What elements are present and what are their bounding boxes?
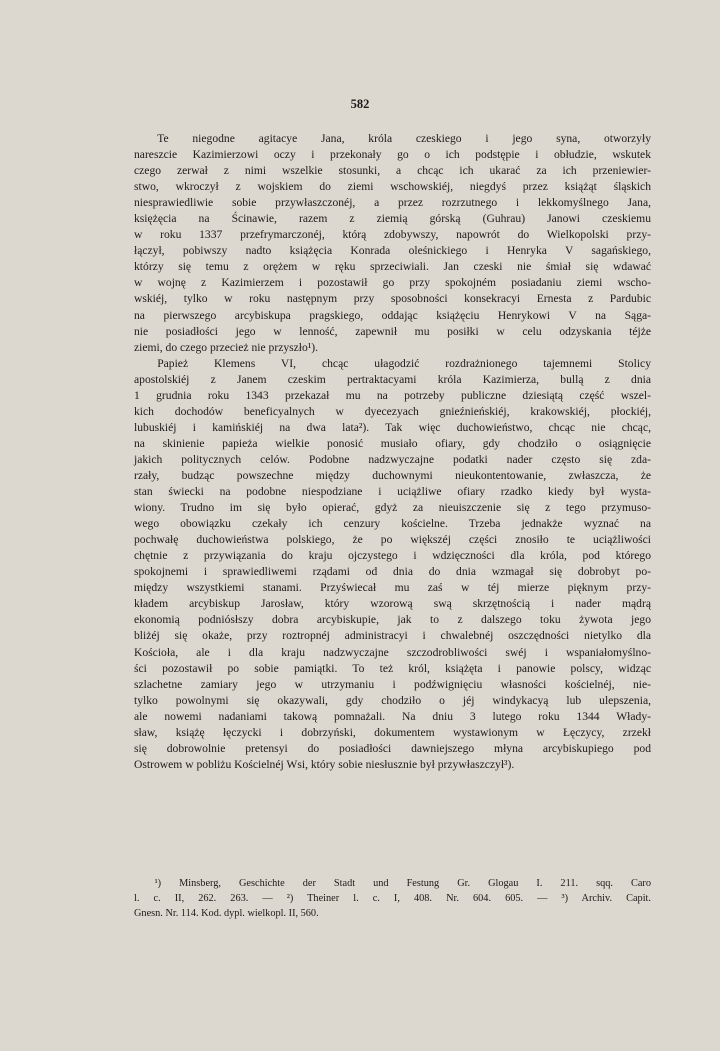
text-line: łączył, pobiwszy nadto książęcia Konrada oleśnickiego i Henryka V sagańskiego, — [134, 244, 651, 258]
text-line: Papież Klemens VI, chcąc ułagodzić rozdrażnionego tajemnemi Stolicy — [134, 356, 651, 370]
footnote-line: ¹) Minsberg, Geschichte der Stadt und Festung Gr. Glogau I. 211. sqq. Caro — [134, 878, 651, 889]
text-line: nareszcie Kazimierzowi oczy i przekonały go o ich podstępie i obłudzie, wskutek — [134, 148, 651, 162]
text-line: ale nowemi nadaniami takową pomnażali. Na dniu 3 lutego roku 1344 Włady- — [134, 709, 651, 723]
text-line: się dobrowolnie pretensyi do posiadłości dawniejszego młyna arcybiskupiego pod — [134, 741, 651, 755]
text-line: chętnie z przywiązania do kraju ojczystego i wdzięczności dla króla, pod którego — [134, 549, 651, 563]
text-line: nie posiadłości jego w lenność, zapewnił mu posiłki w celu odzyskania téjże — [134, 324, 651, 338]
text-line: rzały, budząc powszechne między duchownymi nieukontentowanie, zwłaszcza, że — [134, 468, 651, 482]
text-line: szlachetne zamiary jego w utrzymaniu i podźwignięciu własności kościelnéj, nie- — [134, 677, 651, 691]
text-line: 1 grudnia roku 1343 przekazał mu na potrzeby publiczne dziesiątą część wszel- — [134, 388, 651, 402]
text-line: pochwałę duchowieństwa polskiego, że po większéj części znosiło te uciążliwości — [134, 533, 651, 547]
text-line: czego zerwał z nimi wszelkie stosunki, a chcąc ich ukarać za ich przeniewier- — [134, 164, 651, 178]
text-line: tylko powolnymi się okazywali, gdy chodziło o jéj windykacyą lub ulepszenia, — [134, 693, 651, 707]
text-line: lubuskiéj i kamińskiéj na dwa lata²). Tak więc duchowieństwo, chcąc nie chcąc, — [134, 420, 651, 434]
text-line: stwo, wkroczył z wojskiem do ziemi wschowskiéj, niegdyś przez książąt śląskich — [134, 180, 651, 194]
text-line: wskiéj, tylko w roku następnym przy sposobności konsekracyi Ernesta z Pardubic — [134, 292, 651, 306]
page-number: 582 — [350, 97, 370, 111]
text-line: jakich politycznych celów. Podobne nadzwyczajne podatki nader często się zda- — [134, 452, 651, 466]
footnotes — [134, 876, 651, 922]
text-line: stan świecki na podobne niespodziane i uciążliwe ofiary rzadko kiedy był wysta- — [134, 485, 651, 499]
footnote-line: Gnesn. Nr. 114. Kod. dypl. wielkopl. II, 560. — [134, 908, 319, 920]
text-line: sław, książę łęczycki i dobrzyński, dokumentem wystawionym w Łęczycy, zrzekł — [134, 725, 651, 739]
text-line: ziemi, do czego przecież nie przyszło¹). — [134, 340, 319, 354]
paragraph-1 — [134, 131, 651, 356]
text-line: Ostrowem w pobliżu Kościelnéj Wsi, który sobie niesłusznie był przywłaszczył³). — [134, 757, 515, 771]
text-line: którzy się temu z orężem w ręku sprzeciwiali. Jan czeski nie śmiał się wdawać — [134, 260, 651, 274]
text-line: w roku 1337 przefrymarczonéj, którą zdobywszy, napowrót do Wielkopolski przy- — [134, 228, 651, 242]
text-line: kich dochodów beneficyalnych w dyecezyach gnieźnieńskiéj, krakowskiéj, płockiéj, — [134, 404, 651, 418]
text-line: bliżéj się okaże, przy roztropnéj administracyi i chwalebnéj oszczędności nietylko dla — [134, 629, 651, 643]
text-line: na skinienie papieża wielkie ponosić musiało ofiary, gdy chodziło o osiągnięcie — [134, 436, 651, 450]
paragraph-2 — [134, 356, 651, 773]
text-line: apostolskiéj z Janem czeskim pertraktacyami króla Kazimierza, bullą z dnia — [134, 372, 651, 386]
text-line: między wszystkiemi stanami. Przyświecał mu zaś w téj mierze pięknym przy- — [134, 581, 651, 595]
text-line: Kościoła, ale i dla kraju nadzwyczajne szczodrobliwości swéj i wspaniałomyślno- — [134, 645, 651, 659]
text-line: w wojnę z Kazimierzem i pozostawił go przy spokojném posiadaniu ziemi wscho- — [134, 276, 651, 290]
text-line: kładem arcybiskup Jarosław, który wzorową swą skrzętnością i nader mądrą — [134, 597, 651, 611]
text-line: niesprawiedliwie sobie przywłaszczonéj, a przez rozrzutnego i lekkomyślnego Jana, — [134, 196, 651, 210]
text-line: ekonomią podniósłszy dobra arcybiskupie, jak to z dalszego toku żywota jego — [134, 613, 651, 627]
text-line: spokojnemi i sprawiedliwemi rządami od dnia do dnia wzmagał się dobrobyt po- — [134, 565, 651, 579]
text-line: Te niegodne agitacye Jana, króla czeskiego i jego syna, otworzyły — [134, 132, 651, 145]
main-text — [134, 131, 651, 773]
text-line: na pierwszego arcybiskupa pragskiego, oddając książęciu Henrykowi V na Sąga- — [134, 308, 651, 322]
footnote-line: l. c. II, 262. 263. — ²) Theiner l. c. I, 408. Nr. 604. 605. — ³) Archiv. Capit. — [134, 893, 651, 905]
text-line: wego obowiązku czekały ich cenzury kościelne. Trzeba jednakże wyznać na — [134, 517, 651, 531]
text-line: ści pozostawił po sobie pamiątki. To też król, książęta i panowie polscy, widząc — [134, 661, 651, 675]
text-line: księżęcia na Ścinawie, razem z ziemią górską (Guhrau) Janowi czeskiemu — [134, 212, 651, 226]
text-line: wiony. Trudno im się było opierać, gdyż za nieuiszczenie się z tego przymuso- — [134, 501, 651, 515]
